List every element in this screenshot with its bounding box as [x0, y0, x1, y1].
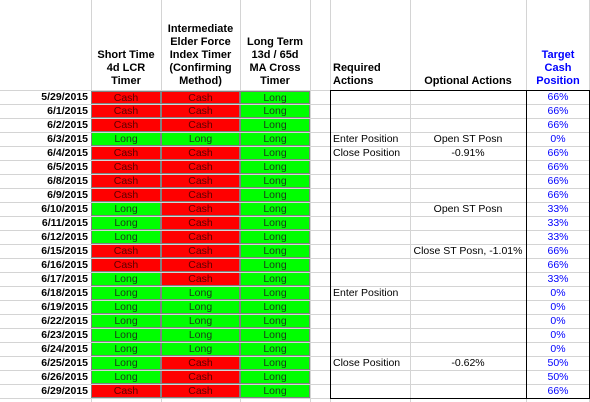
intermediate-cell[interactable]: Cash [161, 273, 240, 286]
long-term-cell[interactable]: Long [240, 203, 310, 216]
date-cell[interactable]: 6/1/2015 [47, 105, 88, 117]
header-text: Required Actions [333, 62, 381, 87]
intermediate-cell[interactable]: Cash [161, 175, 240, 188]
date-cell[interactable]: 6/11/2015 [41, 217, 88, 229]
required-action-cell[interactable] [330, 315, 410, 328]
optional-action-cell[interactable] [410, 259, 526, 272]
intermediate-cell[interactable]: Long [161, 329, 240, 342]
target-cash-cell[interactable]: 66% [547, 385, 569, 397]
target-cash-cell[interactable]: 0% [550, 133, 566, 145]
intermediate-cell[interactable]: Cash [161, 161, 240, 174]
optional-action-cell[interactable] [410, 91, 526, 104]
optional-action-cell[interactable] [410, 217, 526, 230]
target-cash-cell[interactable]: 33% [547, 231, 569, 243]
date-cell[interactable]: 6/16/2015 [41, 259, 88, 271]
target-cash-cell[interactable]: 33% [547, 203, 569, 215]
short-time-cell[interactable]: Long [91, 231, 161, 244]
optional-action-cell[interactable] [410, 189, 526, 202]
required-action-cell[interactable] [330, 203, 410, 216]
header-target-cash-position[interactable] [526, 0, 590, 89]
required-action-cell[interactable]: Close Position [333, 357, 401, 369]
target-cash-cell[interactable]: 50% [547, 357, 569, 369]
target-cash-cell[interactable]: 66% [547, 147, 569, 159]
optional-action-cell[interactable] [410, 287, 526, 300]
intermediate-cell[interactable]: Cash [161, 105, 240, 118]
date-cell[interactable]: 6/9/2015 [47, 189, 88, 201]
required-action-cell[interactable] [330, 329, 410, 342]
target-cash-cell[interactable]: 66% [547, 105, 569, 117]
short-time-cell[interactable]: Long [91, 371, 161, 384]
date-cell[interactable]: 6/24/2015 [41, 343, 88, 355]
required-action-cell[interactable] [330, 371, 410, 384]
long-term-cell[interactable]: Long [240, 105, 310, 118]
required-action-cell[interactable] [330, 189, 410, 202]
short-time-cell[interactable]: Long [91, 217, 161, 230]
required-action-cell[interactable] [330, 161, 410, 174]
optional-action-cell[interactable]: Open ST Posn [433, 203, 503, 215]
required-action-cell[interactable] [330, 105, 410, 118]
date-cell[interactable]: 6/8/2015 [47, 175, 88, 187]
optional-action-cell[interactable] [410, 315, 526, 328]
intermediate-cell[interactable]: Long [161, 315, 240, 328]
target-cash-cell[interactable]: 0% [550, 343, 566, 355]
long-term-cell[interactable]: Long [240, 119, 310, 132]
target-cash-cell[interactable]: 66% [547, 119, 569, 131]
target-cash-cell[interactable]: 66% [547, 175, 569, 187]
required-action-cell[interactable] [330, 273, 410, 286]
short-time-cell[interactable]: Long [91, 315, 161, 328]
long-term-cell[interactable]: Long [240, 217, 310, 230]
required-action-cell[interactable] [330, 91, 410, 104]
header-intermediate[interactable] [161, 0, 240, 89]
short-time-cell[interactable]: Long [91, 287, 161, 300]
target-cash-cell[interactable]: 0% [550, 329, 566, 341]
date-cell[interactable]: 6/25/2015 [41, 357, 88, 369]
target-cash-cell[interactable]: 66% [547, 259, 569, 271]
short-time-cell[interactable]: Cash [91, 385, 161, 398]
required-action-cell[interactable]: Close Position [333, 147, 401, 159]
header-optional-actions[interactable] [410, 0, 526, 89]
date-cell[interactable]: 6/18/2015 [41, 287, 88, 299]
short-time-cell[interactable]: Long [91, 357, 161, 370]
date-cell[interactable]: 6/23/2015 [41, 329, 88, 341]
optional-action-cell[interactable] [410, 385, 526, 398]
optional-action-cell[interactable] [410, 301, 526, 314]
short-time-cell[interactable]: Long [91, 343, 161, 356]
intermediate-cell[interactable]: Cash [161, 231, 240, 244]
short-time-cell[interactable]: Cash [91, 161, 161, 174]
date-cell[interactable]: 6/15/2015 [41, 245, 88, 257]
short-time-cell[interactable]: Cash [91, 245, 161, 258]
header-text: Target Cash Position [536, 49, 580, 87]
date-cell[interactable]: 6/10/2015 [41, 203, 88, 215]
optional-action-cell[interactable] [410, 105, 526, 118]
long-term-cell[interactable]: Long [240, 245, 310, 258]
target-cash-cell[interactable]: 66% [547, 245, 569, 257]
long-term-cell[interactable]: Long [240, 189, 310, 202]
long-term-cell[interactable]: Long [240, 161, 310, 174]
intermediate-cell[interactable]: Cash [161, 91, 240, 104]
long-term-cell[interactable]: Long [240, 259, 310, 272]
date-cell[interactable]: 6/2/2015 [47, 119, 88, 131]
short-time-cell[interactable]: Long [91, 203, 161, 216]
required-action-cell[interactable] [330, 119, 410, 132]
date-cell[interactable]: 6/29/2015 [41, 385, 88, 397]
target-cash-cell[interactable]: 66% [547, 189, 569, 201]
long-term-cell[interactable]: Long [240, 91, 310, 104]
required-action-cell[interactable] [330, 301, 410, 314]
required-action-cell[interactable] [330, 343, 410, 356]
long-term-cell[interactable]: Long [240, 357, 310, 370]
short-time-cell[interactable]: Long [91, 133, 161, 146]
optional-action-cell[interactable]: Close ST Posn, -1.01% [413, 245, 523, 257]
date-cell[interactable]: 6/12/2015 [41, 231, 88, 243]
intermediate-cell[interactable]: Long [161, 287, 240, 300]
target-cash-cell[interactable]: 33% [547, 273, 569, 285]
optional-action-cell[interactable] [410, 161, 526, 174]
intermediate-cell[interactable]: Cash [161, 385, 240, 398]
intermediate-cell[interactable]: Cash [161, 189, 240, 202]
optional-action-cell[interactable] [410, 371, 526, 384]
intermediate-cell[interactable]: Long [161, 343, 240, 356]
required-action-cell[interactable] [330, 385, 410, 398]
date-cell[interactable]: 5/29/2015 [41, 91, 88, 103]
intermediate-cell[interactable]: Cash [161, 371, 240, 384]
short-time-cell[interactable]: Cash [91, 189, 161, 202]
required-action-cell[interactable] [330, 217, 410, 230]
header-long-term[interactable] [240, 0, 310, 89]
intermediate-cell[interactable]: Cash [161, 119, 240, 132]
long-term-cell[interactable]: Long [240, 147, 310, 160]
short-time-cell[interactable]: Cash [91, 147, 161, 160]
short-time-cell[interactable]: Long [91, 301, 161, 314]
date-cell[interactable]: 6/17/2015 [41, 273, 88, 285]
header-required-actions[interactable] [330, 0, 410, 89]
required-action-cell[interactable]: Enter Position [333, 287, 399, 299]
required-action-cell[interactable] [330, 259, 410, 272]
short-time-cell[interactable]: Cash [91, 259, 161, 272]
intermediate-cell[interactable]: Cash [161, 357, 240, 370]
required-action-cell[interactable] [330, 175, 410, 188]
long-term-cell[interactable]: Long [240, 301, 310, 314]
target-cash-cell[interactable]: 0% [550, 301, 566, 313]
date-cell[interactable]: 6/5/2015 [47, 161, 88, 173]
optional-action-cell[interactable]: -0.91% [451, 147, 485, 159]
short-time-cell[interactable]: Cash [91, 175, 161, 188]
date-cell[interactable]: 6/22/2015 [41, 315, 88, 327]
long-term-cell[interactable]: Long [240, 133, 310, 146]
header-text: Short Time 4d LCR Timer [97, 49, 155, 87]
intermediate-cell[interactable]: Cash [161, 259, 240, 272]
target-cash-cell[interactable]: 0% [550, 315, 566, 327]
optional-action-cell[interactable]: -0.62% [451, 357, 485, 369]
optional-action-cell[interactable] [410, 231, 526, 244]
optional-action-cell[interactable] [410, 343, 526, 356]
header-text: Optional Actions [424, 75, 512, 87]
required-action-cell[interactable]: Enter Position [333, 133, 399, 145]
required-action-cell[interactable] [330, 245, 410, 258]
intermediate-cell[interactable]: Cash [161, 245, 240, 258]
long-term-cell[interactable]: Long [240, 371, 310, 384]
optional-action-cell[interactable]: Open ST Posn [433, 133, 503, 145]
target-cash-cell[interactable]: 66% [547, 161, 569, 173]
long-term-cell[interactable]: Long [240, 175, 310, 188]
optional-action-cell[interactable] [410, 329, 526, 342]
header-short-time[interactable] [91, 0, 161, 89]
header-text: Long Term 13d / 65d MA Cross Timer [246, 36, 303, 87]
optional-action-cell[interactable] [410, 273, 526, 286]
long-term-cell[interactable]: Long [240, 231, 310, 244]
short-time-cell[interactable]: Cash [91, 105, 161, 118]
long-term-cell[interactable]: Long [240, 273, 310, 286]
target-cash-cell[interactable]: 0% [550, 287, 566, 299]
intermediate-cell[interactable]: Long [161, 301, 240, 314]
target-cash-cell[interactable]: 66% [547, 91, 569, 103]
header-text: Intermediate Elder Force Index Timer (Confirming Method) [167, 23, 234, 87]
date-cell[interactable]: 6/19/2015 [41, 301, 88, 313]
intermediate-cell[interactable]: Long [161, 133, 240, 146]
short-time-cell[interactable]: Cash [91, 91, 161, 104]
long-term-cell[interactable]: Long [240, 315, 310, 328]
required-action-cell[interactable] [330, 231, 410, 244]
intermediate-cell[interactable]: Cash [161, 203, 240, 216]
intermediate-cell[interactable]: Cash [161, 147, 240, 160]
short-time-cell[interactable]: Cash [91, 119, 161, 132]
date-cell[interactable]: 6/3/2015 [47, 133, 88, 145]
optional-action-cell[interactable] [410, 175, 526, 188]
long-term-cell[interactable]: Long [240, 287, 310, 300]
intermediate-cell[interactable]: Cash [161, 217, 240, 230]
long-term-cell[interactable]: Long [240, 385, 310, 398]
short-time-cell[interactable]: Long [91, 273, 161, 286]
optional-action-cell[interactable] [410, 119, 526, 132]
date-cell[interactable]: 6/26/2015 [41, 371, 88, 383]
target-cash-cell[interactable]: 33% [547, 217, 569, 229]
long-term-cell[interactable]: Long [240, 329, 310, 342]
short-time-cell[interactable]: Long [91, 329, 161, 342]
date-cell[interactable]: 6/4/2015 [47, 147, 88, 159]
long-term-cell[interactable]: Long [240, 343, 310, 356]
target-cash-cell[interactable]: 50% [547, 371, 569, 383]
